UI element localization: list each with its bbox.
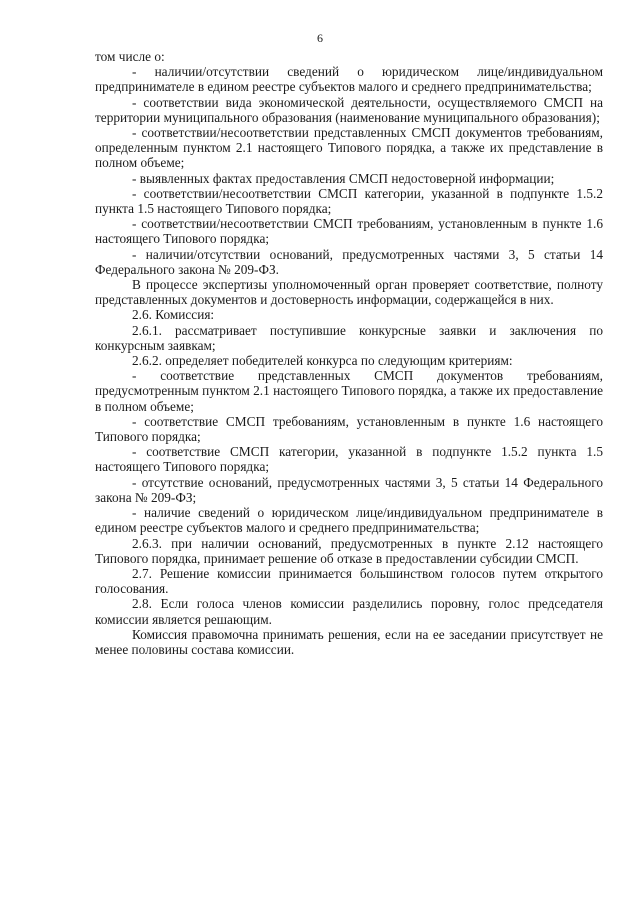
paragraph: - наличии/отсутствии сведений о юридическом лице/индивидуальном предпринимателе в едином реестре субъектов малого и среднего предпринимательства; [95,64,603,95]
paragraph: - соответствии/несоответствии представленных СМСП документов требованиям, определенным пунктом 2.1 настоящего Типового порядка, а также их представление в полном объеме; [95,125,603,171]
paragraph: - соответствие представленных СМСП документов требованиям, предусмотренным пунктом 2.1 настоящего Типового порядка, а также их предоставление в полном объеме; [95,368,603,414]
paragraph: - наличие сведений о юридическом лице/индивидуальном предпринимателе в едином реестре субъектов малого и среднего предпринимательства; [95,505,603,536]
paragraph: 2.6.1. рассматривает поступившие конкурсные заявки и заключения по конкурсным заявкам; [95,322,603,353]
paragraph: 2.8. Если голоса членов комиссии разделились поровну, голос председателя комиссии является решающим. [95,596,603,627]
paragraph: - наличии/отсутствии оснований, предусмотренных частями 3, 5 статьи 14 Федерального закона № 209-ФЗ. [95,246,603,277]
paragraph: - отсутствие оснований, предусмотренных частями 3, 5 статьи 14 Федерального закона № 209-ФЗ; [95,474,603,505]
paragraph: 2.7. Решение комиссии принимается большинством голосов путем открытого голосования. [95,565,603,597]
paragraph: 2.6. Комиссия: [132,307,215,323]
paragraph: Комиссия правомочна принимать решения, если на ее заседании присутствует не менее половины состава комиссии. [95,626,603,657]
paragraph: - соответствие СМСП требованиям, установленным в пункте 1.6 настоящего Типового порядка; [95,413,603,445]
paragraph: 2.6.2. определяет победителей конкурса по следующим критериям: [132,353,513,369]
paragraph: - соответствии/несоответствии СМСП категории, указанной в подпункте 1.5.2 пункта 1.5 настоящего Типового порядка; [95,185,603,217]
paragraph: - выявленных фактах предоставления СМСП недостоверной информации; [132,170,555,186]
paragraph: том числе о: [95,49,165,64]
paragraph: - соответствии вида экономической деятельности, осуществляемого СМСП на территории муниципального образования (наименование муниципального образования); [95,94,603,125]
page-number: 6 [317,31,323,45]
paragraph: 2.6.3. при наличии оснований, предусмотренных в пункте 2.12 настоящего Типового порядка, принимает решение об отказе в предоставлении субсидии СМСП. [95,535,603,566]
document-body [95,49,603,657]
paragraph: - соответствии/несоответствии СМСП требованиям, установленным в пункте 1.6 настоящего Типового порядка; [95,216,603,247]
paragraph: В процессе экспертизы уполномоченный орган проверяет соответствие, полноту представленных документов и достоверность информации, содержащейся в них. [95,277,603,308]
paragraph: - соответствие СМСП категории, указанной в подпункте 1.5.2 пункта 1.5 настоящего Типового порядка; [95,444,603,475]
